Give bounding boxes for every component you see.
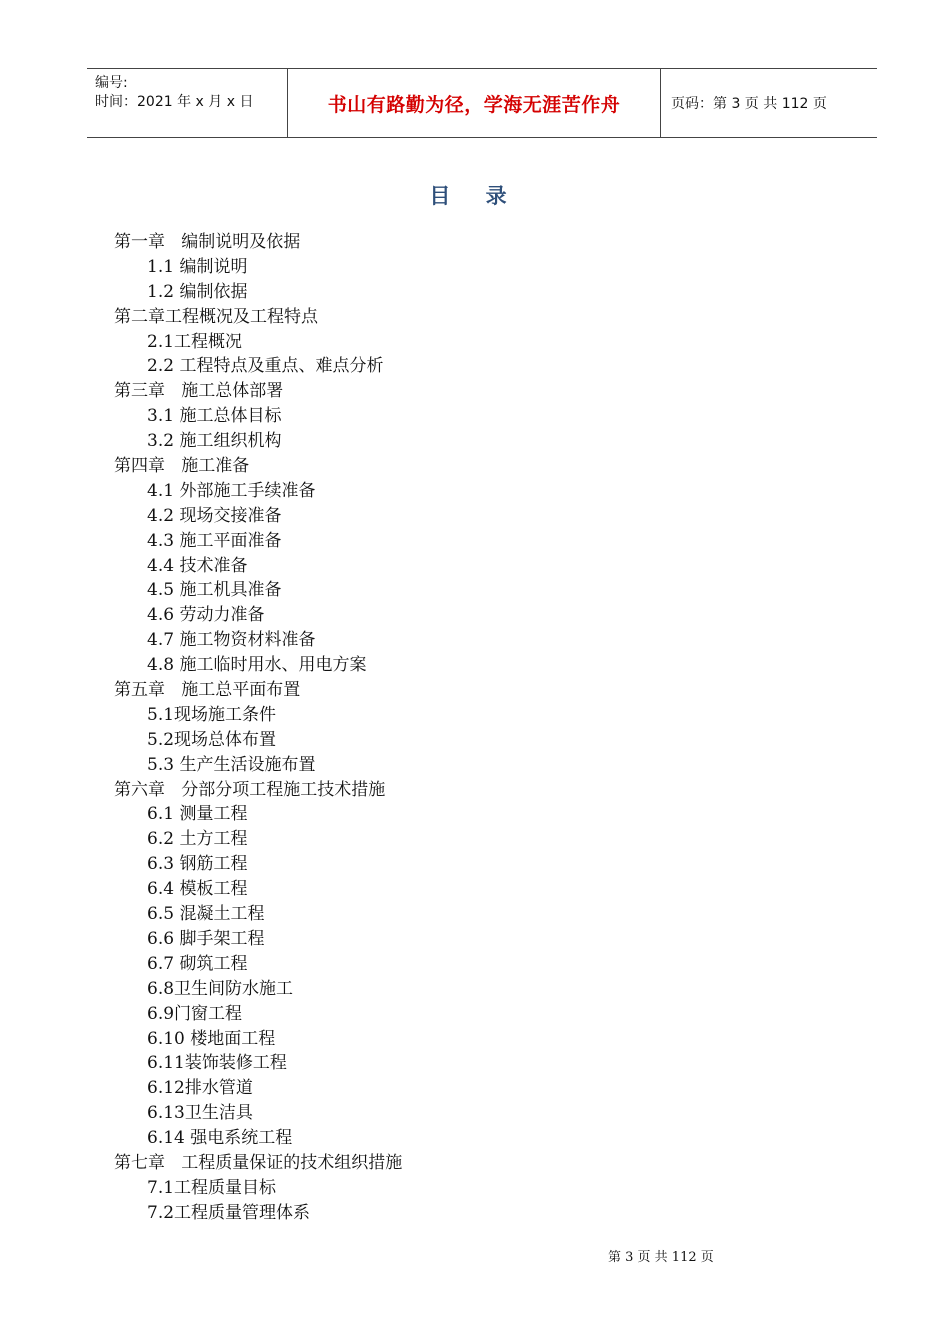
toc-section-entry[interactable]: 5.3 生产生活设施布置 — [147, 754, 316, 775]
toc-section-entry[interactable]: 6.2 土方工程 — [147, 829, 248, 850]
page-footer: 第 3 页 共 112 页 — [608, 1250, 714, 1265]
toc-section-entry[interactable]: 4.7 施工物资材料准备 — [147, 630, 316, 651]
toc-section-entry[interactable]: 2.1工程概况 — [147, 331, 243, 352]
toc-section-entry[interactable]: 6.3 钢筋工程 — [147, 854, 248, 875]
toc-section-entry[interactable]: 6.7 砌筑工程 — [147, 953, 248, 974]
toc-section-entry[interactable]: 5.2现场总体布置 — [147, 729, 277, 750]
header-motto: 书山有路勤为径，学海无涯苦作舟 — [327, 93, 621, 116]
toc-section-entry[interactable]: 6.6 脚手架工程 — [147, 928, 265, 949]
toc-chapter-entry[interactable]: 第二章工程概况及工程特点 — [114, 306, 318, 327]
toc-section-entry[interactable]: 4.1 外部施工手续准备 — [147, 480, 316, 501]
toc-section-entry[interactable]: 6.5 混凝土工程 — [147, 904, 265, 925]
toc-section-entry[interactable]: 6.11装饰装修工程 — [147, 1053, 287, 1074]
toc-section-entry[interactable]: 4.3 施工平面准备 — [147, 530, 282, 551]
toc-section-entry[interactable]: 5.1现场施工条件 — [147, 704, 277, 725]
toc-section-entry[interactable]: 6.9门窗工程 — [147, 1003, 243, 1024]
toc-section-entry[interactable]: 7.1工程质量目标 — [147, 1177, 277, 1198]
toc-section-entry[interactable]: 4.5 施工机具准备 — [147, 580, 282, 601]
toc-section-entry[interactable]: 4.6 劳动力准备 — [147, 605, 265, 626]
toc-chapter-entry[interactable]: 第七章 工程质量保证的技术组织措施 — [114, 1152, 403, 1173]
toc-title: 目 录 — [429, 184, 521, 208]
toc-chapter-entry[interactable]: 第四章 施工准备 — [114, 456, 250, 477]
toc-section-entry[interactable]: 2.2 工程特点及重点、难点分析 — [147, 356, 384, 377]
toc-section-entry[interactable]: 6.8卫生间防水施工 — [147, 978, 294, 999]
toc-section-entry[interactable]: 1.2 编制依据 — [147, 281, 248, 302]
document-number-label: 编号: — [95, 75, 128, 91]
toc-section-entry[interactable]: 6.10 楼地面工程 — [147, 1028, 276, 1049]
toc-section-entry[interactable]: 6.1 测量工程 — [147, 804, 248, 825]
header-motto-cell — [288, 69, 661, 137]
header-page-info: 页码：第 3 页 共 112 页 — [671, 96, 827, 112]
toc-section-entry[interactable]: 7.2工程质量管理体系 — [147, 1202, 311, 1223]
toc-section-entry[interactable]: 4.2 现场交接准备 — [147, 505, 282, 526]
table-of-contents — [114, 230, 402, 1226]
toc-section-entry[interactable]: 6.12排水管道 — [147, 1078, 253, 1099]
toc-section-entry[interactable]: 1.1 编制说明 — [147, 256, 248, 277]
toc-section-entry[interactable]: 4.4 技术准备 — [147, 555, 248, 576]
toc-section-entry[interactable]: 3.2 施工组织机构 — [147, 431, 282, 452]
toc-chapter-entry[interactable]: 第五章 施工总平面布置 — [114, 680, 301, 701]
toc-section-entry[interactable]: 6.13卫生洁具 — [147, 1103, 253, 1124]
header-meta — [87, 69, 288, 137]
toc-section-entry[interactable]: 6.14 强电系统工程 — [147, 1128, 293, 1149]
header-page-cell — [661, 69, 877, 137]
toc-section-entry[interactable]: 3.1 施工总体目标 — [147, 406, 282, 427]
toc-section-entry[interactable]: 6.4 模板工程 — [147, 879, 248, 900]
toc-chapter-entry[interactable]: 第一章 编制说明及依据 — [114, 232, 301, 252]
page-header — [87, 68, 877, 138]
toc-chapter-entry[interactable]: 第六章 分部分项工程施工技术措施 — [114, 779, 386, 800]
document-time-label: 时间：2021 年 x 月 x 日 — [95, 94, 254, 110]
toc-chapter-entry[interactable]: 第三章 施工总体部署 — [114, 381, 284, 402]
toc-section-entry[interactable]: 4.8 施工临时用水、用电方案 — [147, 655, 367, 676]
